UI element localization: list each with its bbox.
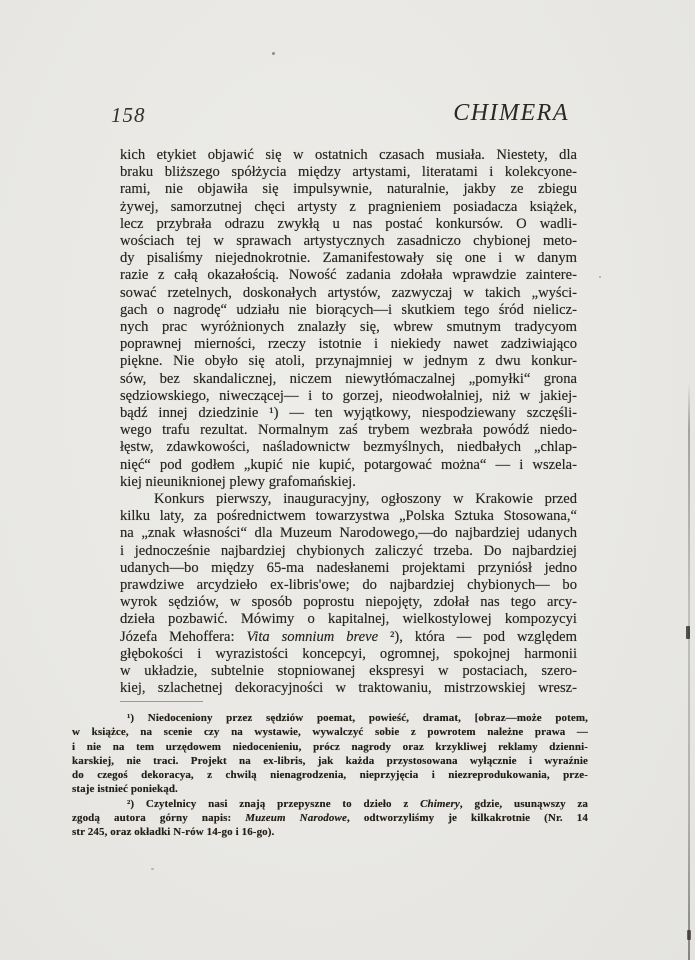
scan-speck — [599, 276, 601, 278]
footnote-line — [72, 782, 588, 796]
footnote-line — [72, 725, 588, 739]
text-segment: , odtworzyliśmy je kilkakrotnie (Nr. 14 — [346, 812, 589, 825]
text-segment: sować rzetelnych, doskonałych artystów, zazwyczaj w takich „wyści- — [120, 284, 577, 301]
body-text-line — [120, 164, 577, 181]
body-text-line — [120, 147, 577, 164]
text-segment: kiej nieuniknionej plewy grafomańskiej. — [120, 473, 356, 490]
scan-speck — [151, 868, 154, 870]
body-text-line — [120, 594, 577, 611]
text-segment: staje istnieć poniekąd. — [72, 783, 178, 796]
body-text-line — [120, 457, 577, 474]
emphasized-text: Muzeum Narodowe — [245, 812, 347, 825]
text-segment: wego trafu rezultat. Normalnym zaś trybem wezbrała powódź niedo- — [120, 422, 577, 439]
text-segment: wościach tej w sprawach artystycznych zasadniczo chybionej meto- — [120, 233, 577, 250]
text-segment: zgodą autora górny napis: — [72, 812, 246, 825]
body-text-line — [120, 577, 577, 594]
text-segment: wyrok sędziów, w sposób poprostu niepojęty, zdołał nas tego arcy- — [120, 594, 577, 611]
body-text-line — [120, 250, 577, 267]
body-text-line — [120, 233, 577, 250]
text-segment: nych prac wyróżnionych znalazły się, wbrew smutnym tradycyom — [120, 319, 577, 336]
footnote-line — [72, 754, 588, 768]
text-segment: braku bliższego spółżycia między artystami, literatami i kolekcyone- — [120, 164, 577, 181]
text-segment: Konkurs pierwszy, inauguracyjny, ogłoszony w Krakowie przed — [154, 491, 577, 508]
scan-speck — [272, 52, 275, 55]
journal-title: CHIMERA — [453, 100, 569, 126]
body-text-line — [120, 285, 577, 302]
footnote-line — [72, 797, 588, 811]
text-segment: głębokości i wyrazistości koncepcyi, ogromnej, spokojnej harmonii — [120, 645, 577, 662]
body-text-line — [120, 371, 577, 388]
text-segment: str 245, oraz okładki N-rów 14-go i 16-go). — [72, 826, 275, 839]
scan-edge-mark — [687, 930, 691, 940]
body-text-line — [120, 629, 577, 646]
footnote-line — [72, 825, 588, 839]
emphasized-text: Vita somnium breve — [246, 628, 379, 645]
body-text-line — [120, 405, 577, 422]
text-segment: gach o nagrodę“ udziału nie biorących—i skutkiem tego śród nielicz- — [120, 301, 577, 318]
body-text-line — [120, 336, 577, 353]
body-text-line — [120, 525, 577, 542]
body-text-line — [120, 267, 577, 284]
footnote-line — [72, 711, 588, 725]
body-text-line — [120, 474, 577, 491]
body-text-line — [120, 439, 577, 456]
scan-page-edge-shadow — [688, 382, 690, 960]
text-segment: łęstw, zdawkowości, naśladownictw bezmyślnych, niedbałych „chlap- — [120, 439, 577, 456]
body-text-line — [120, 388, 577, 405]
body-text-line — [120, 543, 577, 560]
text-segment: i nie na tem urzędowem niedocenieniu, prócz nagrody oraz krzykliwej reklamy dzienni- — [72, 740, 588, 753]
text-segment: żywej, samorzutnej chęci artysty z pragnieniem posiadacza książek, — [120, 198, 577, 215]
text-segment: bądź innej dziedzinie ¹) — ten wyjątkowy, niespodziewany szczęśli- — [120, 405, 577, 422]
body-text-line — [120, 508, 577, 525]
scan-edge-mark — [686, 626, 690, 639]
footnotes — [72, 711, 588, 840]
text-segment: piękne. Nie obyło się atoli, przynajmniej w jednym z dwu konkur- — [120, 353, 577, 370]
text-segment: karskiej, nie traci. Projekt na ex-libris, jak każda przystosowana wyłącznie i wyraźnie — [72, 754, 588, 767]
text-segment: ²) Czytelnicy nasi znają przepyszne to dzieło z — [127, 797, 421, 810]
body-text-line — [120, 491, 577, 508]
page-number: 158 — [111, 103, 146, 127]
text-segment: razie z całą okazałością. Nowość zadania zdołała wprawdzie zaintere- — [120, 267, 577, 284]
text-segment: do czegoś dekoracya, z chwilą nienagrodzenia, nieprzyjęcia i niezreprodukowania, prze- — [72, 769, 588, 782]
text-segment: lecz przybrała odrazu zwykłą u nas postać konkursów. O wadli- — [120, 215, 577, 232]
body-text-line — [120, 302, 577, 319]
body-text-line — [120, 199, 577, 216]
footnote-line — [72, 768, 588, 782]
text-segment: w układzie, subtelnie stopniowanej ekspresyi w postaciach, szero- — [120, 663, 577, 680]
body-text-line — [120, 560, 577, 577]
text-segment: dy pisaliśmy niejednokrotnie. Zamanifestowały się one i w danym — [120, 250, 577, 267]
text-segment: dzieła pozbawić. Mówimy o kapitalnej, wielkostylowej kompozycyi — [120, 611, 577, 628]
text-segment: kich etykiet objawić się w ostatnich czasach musiała. Niestety, dla — [120, 147, 577, 163]
body-text-line — [120, 422, 577, 439]
body-text-line — [120, 663, 577, 680]
body-text-line — [120, 216, 577, 233]
text-segment: nięć“ pod godłem „kupić nie kupić, potargować można“ — i wszela- — [120, 456, 577, 473]
body-text-line — [120, 611, 577, 628]
text-segment: kilku laty, za pośrednictwem towarzystwa „Polska Sztuka Stosowana,“ — [120, 508, 577, 525]
text-segment: poprawnej mierności, rzeczy istotnie i niekiedy nawet zadziwiająco — [120, 336, 577, 353]
body-text-line — [120, 646, 577, 663]
footnote-line — [72, 811, 588, 825]
text-segment: kiej, szlachetnej dekoracyjności w traktowaniu, mistrzowskiej wresz- — [120, 680, 577, 697]
text-segment: i jednocześnie najbardziej chybionych zaliczyć trzeba. Do najbardziej — [120, 542, 577, 559]
text-segment: rami, nie objawiła się impulsywnie, naturalnie, jakby ze zbiegu — [120, 181, 577, 198]
body-text — [120, 147, 577, 698]
text-segment: sów, bez skandalicznej, niczem niewytłómaczalnej „pomyłki“ grona — [120, 370, 577, 387]
emphasized-text: Chimery — [420, 797, 460, 810]
text-segment: w książce, na scenie czy na wystawie, wywalczyć sobie z powrotem należne prawa — — [72, 726, 588, 739]
text-segment: Józefa Mehoffera: — [120, 628, 247, 645]
text-segment: , gdzie, usunąwszy za — [459, 797, 588, 810]
text-segment: ¹) Niedoceniony przez sędziów poemat, powieść, dramat, [obraz—może potem, — [127, 712, 588, 724]
footnote-line — [72, 740, 588, 754]
body-text-line — [120, 353, 577, 370]
text-segment: ²), która — pod względem — [378, 628, 577, 645]
text-segment: prawdziwe arcydzieło ex-libris'owe; do najbardziej chybionych— bo — [120, 577, 577, 594]
body-text-line — [120, 319, 577, 336]
text-segment: na „znak własności“ dla Muzeum Narodowego,—do najbardziej udanych — [120, 525, 577, 542]
footnote-separator — [120, 701, 203, 702]
body-text-line — [120, 680, 577, 697]
text-segment: sędziowskiego, niweczącej— i to gorzej, nieodwołalniej, niż w jakiej- — [120, 387, 577, 404]
text-segment: udanych—bo między 65-ma nadesłanemi projektami przyniósł jedno — [120, 559, 577, 576]
body-text-line — [120, 181, 577, 198]
